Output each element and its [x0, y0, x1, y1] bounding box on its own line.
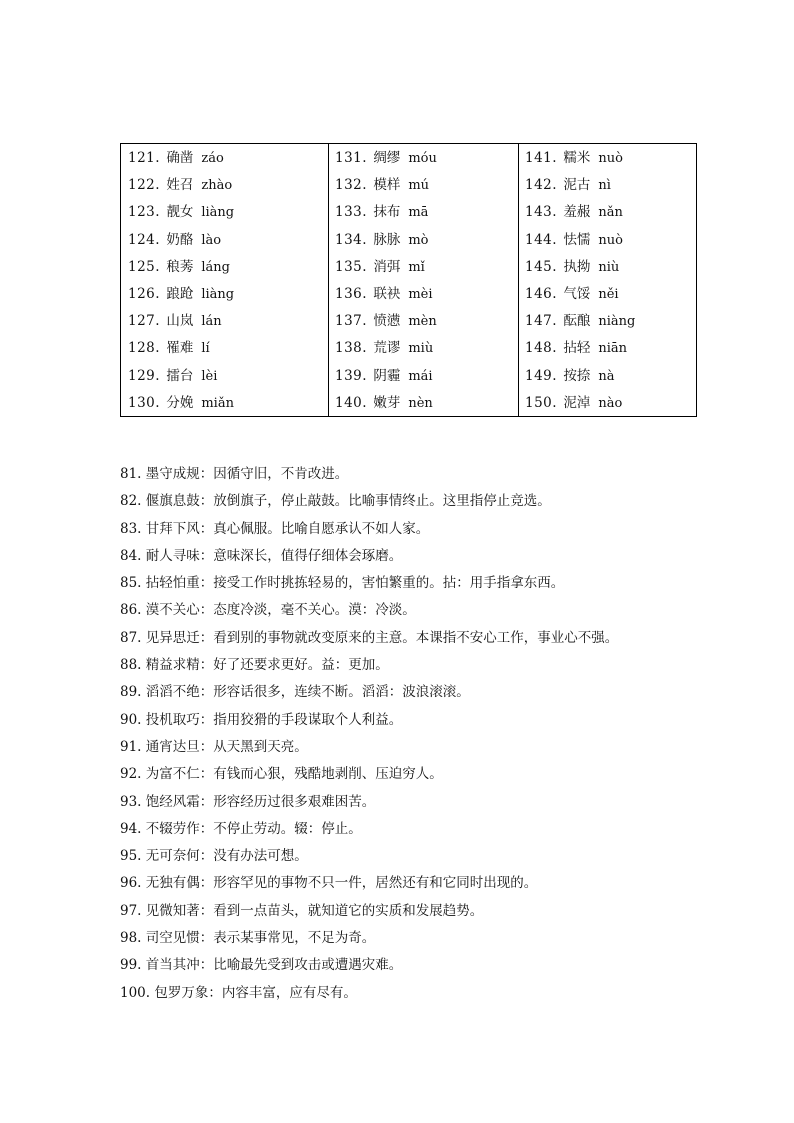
entry-pinyin: mò [408, 232, 429, 248]
entry-pinyin: mái [408, 368, 433, 384]
pinyin-cell [525, 148, 696, 175]
entry-number: 124. [128, 231, 161, 248]
idiom-item: 86. 漠不关心：态度冷淡，毫不关心。漠：冷淡。 [120, 602, 416, 619]
pinyin-cell [335, 148, 518, 175]
idiom-item: 87. 见异思迁：看到别的事物就改变原来的主意。本课指不安心工作，事业心不强。 [120, 629, 619, 646]
entry-number: 140. [335, 394, 368, 411]
entry-number: 134. [335, 231, 368, 248]
entry-word: 山岚 [166, 313, 194, 330]
entry-number: 122. [128, 177, 161, 194]
entry-word: 分娩 [166, 394, 194, 411]
entry-word: 模样 [373, 177, 401, 194]
entry-word: 抹布 [373, 204, 401, 221]
entry-pinyin: mú [408, 178, 430, 194]
entry-number: 137. [335, 313, 368, 330]
entry-number: 145. [525, 258, 558, 275]
idiom-list [120, 463, 740, 1009]
entry-word: 联袂 [373, 285, 401, 302]
pinyin-cell [525, 284, 696, 311]
pinyin-cell [335, 284, 518, 311]
entry-word: 嫩芽 [373, 394, 401, 411]
entry-pinyin: nuò [598, 232, 623, 248]
pinyin-cell [525, 230, 696, 257]
idiom-item: 88. 精益求精：好了还要求更好。益：更加。 [120, 657, 389, 674]
entry-number: 127. [128, 313, 161, 330]
pinyin-cell [525, 311, 696, 338]
entry-pinyin: miǎn [201, 395, 234, 411]
idiom-item: 97. 见微知著：看到一点苗头，就知道它的实质和发展趋势。 [120, 902, 484, 919]
pinyin-cell [525, 366, 696, 393]
entry-word: 罹难 [166, 340, 194, 357]
pinyin-column-2 [328, 144, 518, 416]
entry-word: 怯懦 [563, 231, 591, 248]
entry-word: 拈轻 [563, 340, 591, 357]
idiom-item: 100. 包罗万象：内容丰富，应有尽有。 [120, 984, 357, 1001]
idiom-item: 95. 无可奈何：没有办法可想。 [120, 848, 308, 865]
entry-number: 144. [525, 231, 558, 248]
idiom-item: 93. 饱经风霜：形容经历过很多艰难困苦。 [120, 793, 376, 810]
entry-pinyin: nèn [408, 395, 433, 411]
entry-pinyin: lán [201, 314, 222, 330]
entry-pinyin: lào [201, 232, 222, 248]
pinyin-cell [128, 393, 328, 420]
entry-number: 138. [335, 340, 368, 357]
entry-word: 稂莠 [166, 258, 194, 275]
pinyin-column-3 [518, 144, 696, 416]
idiom-item: 83. 甘拜下风：真心佩服。比喻自愿承认不如人家。 [120, 520, 430, 537]
pinyin-cell [128, 202, 328, 229]
pinyin-cell [525, 393, 696, 420]
pinyin-cell [525, 175, 696, 202]
entry-number: 123. [128, 204, 161, 221]
pinyin-cell [525, 338, 696, 365]
entry-pinyin: mā [408, 205, 429, 221]
idiom-item: 89. 滔滔不绝：形容话很多，连续不断。滔滔：波浪滚滚。 [120, 684, 470, 701]
entry-pinyin: niàng [598, 314, 636, 330]
pinyin-cell [128, 175, 328, 202]
pinyin-cell [335, 202, 518, 229]
entry-number: 146. [525, 285, 558, 302]
pinyin-cell [128, 230, 328, 257]
entry-number: 126. [128, 285, 161, 302]
pinyin-cell [335, 366, 518, 393]
entry-word: 奶酪 [166, 231, 194, 248]
pinyin-cell [335, 257, 518, 284]
entry-word: 愤懑 [373, 313, 401, 330]
entry-word: 羞赧 [563, 204, 591, 221]
pinyin-cell [335, 175, 518, 202]
pinyin-cell [128, 311, 328, 338]
entry-word: 阴霾 [373, 367, 401, 384]
idiom-item: 82. 偃旗息鼓：放倒旗子，停止敲鼓。比喻事情终止。这里指停止竞选。 [120, 493, 551, 510]
entry-word: 靓女 [166, 204, 194, 221]
idiom-item: 81. 墨守成规：因循守旧，不肯改进。 [120, 466, 349, 482]
entry-word: 执拗 [563, 258, 591, 275]
entry-number: 147. [525, 313, 558, 330]
idiom-item: 94. 不辍劳作：不停止劳动。辍：停止。 [120, 820, 362, 837]
entry-number: 128. [128, 340, 161, 357]
entry-pinyin: nà [598, 368, 615, 384]
entry-word: 泥淖 [563, 394, 591, 411]
entry-pinyin: nì [598, 178, 611, 194]
entry-number: 139. [335, 367, 368, 384]
entry-pinyin: niān [598, 341, 628, 357]
pinyin-cell [128, 257, 328, 284]
idiom-item: 90. 投机取巧：指用狡猾的手段谋取个人利益。 [120, 711, 403, 728]
idiom-item: 84. 耐人寻味：意味深长，值得仔细体会琢磨。 [120, 547, 403, 564]
entry-number: 129. [128, 367, 161, 384]
entry-number: 135. [335, 258, 368, 275]
pinyin-cell [128, 338, 328, 365]
pinyin-cell [525, 257, 696, 284]
pinyin-cell [335, 311, 518, 338]
idiom-item: 99. 首当其冲：比喻最先受到攻击或遭遇灾难。 [120, 957, 403, 974]
pinyin-cell [128, 366, 328, 393]
entry-pinyin: lí [201, 341, 210, 357]
pinyin-cell [335, 338, 518, 365]
pinyin-cell [128, 284, 328, 311]
entry-word: 踉跄 [166, 285, 194, 302]
entry-number: 131. [335, 150, 368, 166]
entry-pinyin: nuò [598, 151, 623, 166]
pinyin-cell [335, 393, 518, 420]
pinyin-table [120, 143, 697, 417]
entry-pinyin: niù [598, 259, 620, 275]
entry-number: 143. [525, 204, 558, 221]
entry-number: 130. [128, 394, 161, 411]
idiom-item: 96. 无独有偶：形容罕见的事物不只一件，居然还有和它同时出现的。 [120, 875, 538, 892]
entry-pinyin: něi [598, 286, 619, 302]
idiom-item: 91. 通宵达旦：从天黑到天亮。 [120, 738, 308, 755]
entry-pinyin: liàng [201, 205, 235, 221]
entry-pinyin: záo [201, 151, 224, 166]
pinyin-cell [335, 230, 518, 257]
entry-word: 荒谬 [373, 340, 401, 357]
entry-word: 擂台 [166, 367, 194, 384]
entry-number: 150. [525, 394, 558, 411]
entry-word: 消弭 [373, 258, 401, 275]
pinyin-cell [525, 202, 696, 229]
entry-pinyin: mèn [408, 314, 437, 330]
pinyin-cell [128, 148, 328, 175]
entry-pinyin: mèi [408, 286, 433, 302]
entry-pinyin: mǐ [408, 259, 425, 275]
entry-pinyin: miù [408, 341, 434, 357]
idiom-item: 85. 拈轻怕重：接受工作时挑拣轻易的，害怕繁重的。拈：用手指拿东西。 [120, 575, 565, 592]
entry-number: 141. [525, 150, 558, 166]
entry-number: 136. [335, 285, 368, 302]
entry-word: 确凿 [166, 150, 194, 166]
entry-word: 泥古 [563, 177, 591, 194]
entry-pinyin: nǎn [598, 205, 623, 221]
entry-pinyin: liàng [201, 286, 235, 302]
entry-word: 脉脉 [373, 231, 401, 248]
entry-word: 绸缪 [373, 150, 401, 166]
entry-word: 气馁 [563, 285, 591, 302]
entry-number: 142. [525, 177, 558, 194]
idiom-item: 92. 为富不仁：有钱而心狠，残酷地剥削、压迫穷人。 [120, 766, 443, 783]
entry-word: 姓召 [166, 177, 194, 194]
idiom-item: 98. 司空见惯：表示某事常见，不足为奇。 [120, 930, 376, 947]
entry-pinyin: móu [408, 151, 437, 166]
pinyin-column-1 [121, 144, 328, 416]
entry-pinyin: nào [598, 395, 623, 411]
entry-number: 132. [335, 177, 368, 194]
entry-number: 125. [128, 258, 161, 275]
entry-word: 按捺 [563, 367, 591, 384]
entry-number: 148. [525, 340, 558, 357]
entry-number: 149. [525, 367, 558, 384]
entry-number: 133. [335, 204, 368, 221]
entry-word: 糯米 [563, 150, 591, 166]
entry-pinyin: zhào [201, 178, 233, 194]
entry-number: 121. [128, 150, 161, 166]
entry-pinyin: lèi [201, 368, 218, 384]
entry-word: 酝酿 [563, 313, 591, 330]
entry-pinyin: láng [201, 259, 230, 275]
